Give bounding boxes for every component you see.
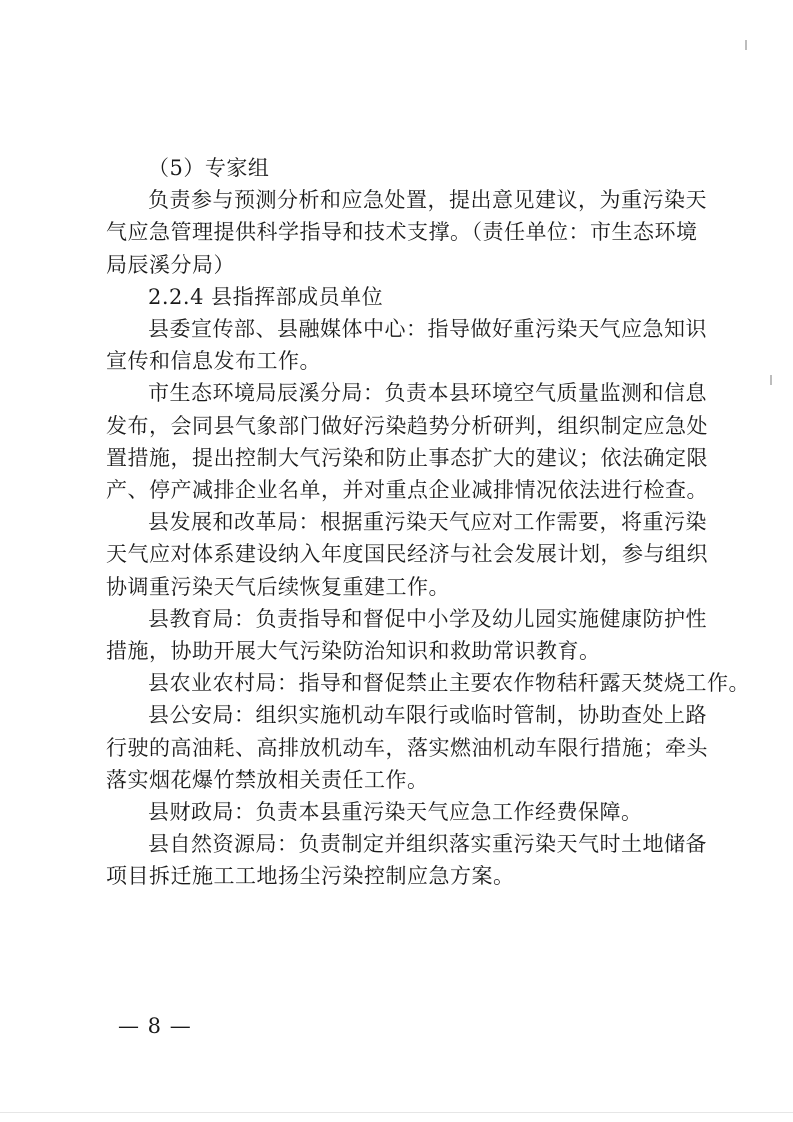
paragraph-line: 置措施，提出控制大气污染和防止事态扩大的建议；依法确定限 (106, 445, 708, 470)
paragraph-line: 市生态环境局辰溪分局：负责本县环境空气质量监测和信息 (148, 381, 707, 406)
paragraph-line: 天气应对体系建设纳入年度国民经济与社会发展计划，参与组织 (106, 542, 708, 567)
paragraph-line: 县公安局：组织实施机动车限行或临时管制，协助查处上路 (148, 703, 707, 728)
paragraph-line: 负责参与预测分析和应急处置，提出意见建议，为重污染天 (148, 188, 707, 213)
scan-mark (745, 40, 747, 50)
paragraph-line: 行驶的高油耗、高排放机动车，落实燃油机动车限行措施；牵头 (106, 735, 708, 760)
paragraph-line: 措施，协助开展大气污染防治知识和救助常识教育。 (106, 639, 601, 664)
paragraph-line: 发布，会同县气象部门做好污染趋势分析研判，组织制定应急处 (106, 413, 708, 438)
paragraph-line: 落实烟花爆竹禁放相关责任工作。 (106, 767, 429, 792)
paragraph-line: 县委宣传部、县融媒体中心：指导做好重污染天气应急知识 (148, 317, 707, 342)
paragraph-line: 县农业农村局：指导和督促禁止主要农作物秸秆露天焚烧工作。 (148, 671, 750, 696)
heading-expert-group: （5）专家组 (148, 156, 270, 180)
paragraph-line: 产、停产减排企业名单，并对重点企业减排情况依法进行检查。 (106, 478, 708, 503)
paragraph-line: 县财政局：负责本县重污染天气应急工作经费保障。 (148, 800, 643, 825)
scan-mark (770, 375, 772, 385)
paragraph-line: 气应急管理提供科学指导和技术支撑。（责任单位：市生态环境 (106, 220, 698, 245)
paragraph-line: 宣传和信息发布工作。 (106, 349, 321, 374)
paragraph-line: 协调重污染天气后续恢复重建工作。 (106, 574, 450, 599)
document-body (106, 152, 750, 893)
heading-member-units: 2.2.4 县指挥部成员单位 (148, 284, 384, 309)
page-number: — 8 — (118, 1014, 192, 1038)
paragraph-line: 县自然资源局：负责制定并组织落实重污染天气时土地储备 (148, 832, 707, 857)
paragraph-line: 项目拆迁施工工地扬尘污染控制应急方案。 (106, 864, 515, 889)
paragraph-line: 县发展和改革局：根据重污染天气应对工作需要，将重污染 (148, 510, 707, 535)
page-edge-line (0, 1112, 793, 1113)
paragraph-line: 局辰溪分局） (106, 252, 235, 277)
paragraph-line: 县教育局：负责指导和督促中小学及幼儿园实施健康防护性 (148, 606, 707, 631)
